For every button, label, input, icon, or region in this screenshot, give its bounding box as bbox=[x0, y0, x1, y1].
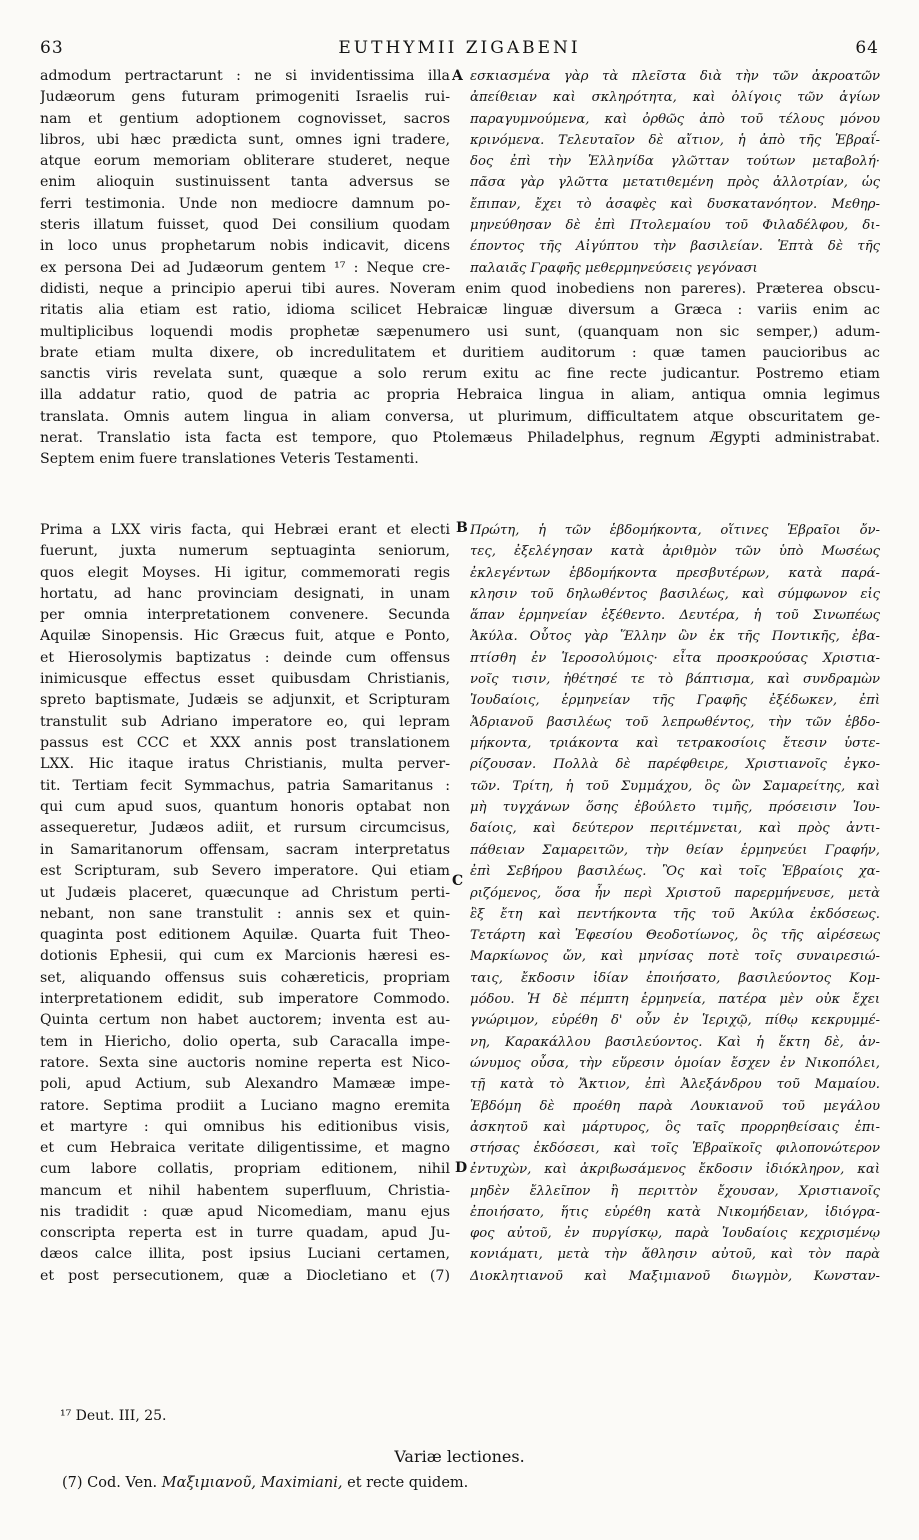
section-d-greek-column bbox=[470, 1138, 880, 1287]
text-line: translata. Omnis autem lingua in aliam conversa, ut plurimum, difficultatem atque obscuritatem ge- bbox=[40, 408, 880, 425]
text-line: ριζόμενος, ὅσα ἦν περὶ Χριστοῦ παρερμήνευσε, μετὰ bbox=[470, 885, 880, 901]
text-line: nebant, non sane transtulit : annis sex et quin- bbox=[40, 905, 450, 922]
text-line: inimicusque effectus esset quibusdam Christianis, bbox=[40, 671, 450, 688]
text-line: νη, Καρακάλλου βασιλεύοντος. Καὶ ἡ ἕκτη δὲ, ἀν- bbox=[470, 1034, 880, 1050]
text-line: μόδου. Ἡ δὲ πέμπτη ἑρμηνεία, πατέρα μὲν οὐκ ἔχει bbox=[470, 992, 880, 1008]
text-line: et Hierosolymis baptizatus : deinde cum offensus bbox=[40, 649, 450, 666]
section-marker-a: A bbox=[452, 68, 463, 84]
section-marker-c: C bbox=[452, 873, 464, 889]
text-line: passus est CCC et XXX annis post translationem bbox=[40, 734, 450, 751]
text-line: poli, apud Actium, sub Alexandro Mamææ impe- bbox=[40, 1076, 450, 1093]
section-b-latin-column bbox=[40, 520, 450, 839]
text-line: Μαρκίωνος ὤν, καὶ μηνίσας ποτὲ τοῖς συναιρεσιώ- bbox=[470, 949, 880, 965]
text-line: πᾶσα γὰρ γλῶττα μετατιθεμένη πρὸς ἀλλοτρίαν, ὡς bbox=[470, 175, 880, 191]
text-line: enim alioquin sustinuissent tanta adversus se bbox=[40, 174, 450, 191]
text-line: nam et gentium adoptionem cognovisset, sacros bbox=[40, 110, 450, 127]
text-line: hortatu, ad hanc provinciam designati, in unam bbox=[40, 585, 450, 602]
text-line: tem in Hiericho, dolio operta, sub Caracalla impe- bbox=[40, 1033, 450, 1050]
text-line: multiplicibus loquendi modis prophetæ sæpenumero usi sunt, (quanquam non sic semper,) adum- bbox=[40, 323, 880, 340]
text-line: κονιάματι, μετὰ τὴν ἄθλησιν αὐτοῦ, καὶ τὸν παρὰ bbox=[470, 1247, 880, 1263]
text-line: κρινόμενα. Τελευταῖον δὲ αἴτιον, ἡ ἀπὸ τῆς Ἑβραΐ- bbox=[470, 132, 880, 148]
text-line: admodum pertractarunt : ne si invidentissima illa bbox=[40, 68, 450, 84]
page-number-left: 63 bbox=[40, 38, 64, 58]
text-line: δος ἐπὶ τὴν Ἑλληνίδα γλῶτταν τούτων μεταβολή· bbox=[470, 154, 880, 170]
text-line: in loco unus prophetarum nobis indicavit, dicens bbox=[40, 238, 450, 255]
text-line: transtulit sub Adriano imperatore eo, qui lepram bbox=[40, 713, 450, 730]
text-line: cum labore collatis, propriam editionem, nihil bbox=[40, 1161, 450, 1178]
text-line: Ἰουδαίοις, ἑρμηνείαν τῆς Γραφῆς ἐξέδωκεν, ἐπὶ bbox=[470, 693, 880, 709]
text-line: ferri testimonia. Unde non mediocre damnum po- bbox=[40, 195, 450, 212]
text-line: ἐποιήσατο, ἥτις εὑρέθη κατὰ Νικομήδειαν, ἰδιόγρα- bbox=[470, 1204, 880, 1220]
text-line: τῶν. Τρίτη, ἡ τοῦ Συμμάχου, ὃς ὢν Σαμαρείτης, καὶ bbox=[470, 778, 880, 794]
text-line: Quinta certum non habet auctorem; inventa est au- bbox=[40, 1012, 450, 1029]
text-line: τῇ κατὰ τὸ Ἄκτιον, ἐπὶ Ἀλεξάνδρου τοῦ Μαμαίου. bbox=[470, 1077, 880, 1093]
text-line: ratore. Sexta sine auctoris nomine reperta est Nico- bbox=[40, 1054, 450, 1071]
footnote: ¹⁷ Deut. III, 25. bbox=[60, 1408, 167, 1424]
text-line: ἐντυχὼν, καὶ ἀκριβωσάμενος ἔκδοσιν ἰδιόκληρον, καὶ bbox=[470, 1162, 880, 1178]
text-line: dæos calce illita, post ipsius Luciani certamen, bbox=[40, 1246, 450, 1263]
page-number-right: 64 bbox=[855, 38, 879, 58]
text-line: nis tradidit : quæ apud Nicomediam, manu ejus bbox=[40, 1203, 450, 1220]
text-line: spreto baptismate, Judæis se adjunxit, et Scripturam bbox=[40, 692, 450, 709]
text-line: Ἀδριανοῦ βασιλέως τοῦ λεπρωθέντος, τὴν τῶν ἑβδο- bbox=[470, 714, 880, 730]
text-line: φος αὐτοῦ, ἐν πυργίσκῳ, παρὰ Ἰουδαίοις κεχρισμένῳ bbox=[470, 1226, 880, 1242]
text-line: εσκιασμένα γὰρ τὰ πλεῖστα διὰ τὴν τῶν ἀκροατῶν bbox=[470, 69, 880, 84]
text-line: in Samaritanorum offensam, sacram interpretatus bbox=[40, 842, 450, 858]
text-line: conscripta reperta est in turre quadam, apud Ju- bbox=[40, 1225, 450, 1242]
text-line: πτίσθη ἐν Ἱεροσολύμοις· εἶτα προσκρούσας Χριστια- bbox=[470, 650, 880, 666]
text-line: Prima a LXX viris facta, qui Hebræi erant et electi bbox=[40, 522, 450, 538]
section-c-greek-column bbox=[470, 840, 880, 1138]
section-c-latin-column bbox=[40, 840, 450, 1138]
text-line: ἀπείθειαν καὶ σκληρότητα, καὶ ὀλίγοις τῶν ἁγίων bbox=[470, 90, 880, 106]
text-line: Judæorum gens futuram primogeniti Israelis rui- bbox=[40, 89, 450, 106]
text-line: μηδὲν ἔλλεῖπον ἢ περιττὸν ἔχουσαν, Χριστιανοῖς bbox=[470, 1183, 880, 1199]
running-header bbox=[40, 38, 879, 62]
variant-greek: Μαξιμιανοῦ, bbox=[161, 1475, 256, 1491]
text-line: ρίζουσαν. Πολλὰ δὲ παρέφθειρε, Χριστιανοῖς ἐγκο- bbox=[470, 757, 880, 773]
text-line: ἐκλεγέντων ἑβδομήκοντα πρεσβυτέρων, κατὰ παρά- bbox=[470, 565, 880, 581]
text-line: dotionis Ephesii, qui cum ex Marcionis hæresi es- bbox=[40, 948, 450, 965]
text-line: et cum Hebraica veritate diligentissime, et magno bbox=[40, 1140, 450, 1156]
section-d-latin-column bbox=[40, 1138, 450, 1287]
section-a-latin-column bbox=[40, 66, 450, 279]
text-line: δαίοις, καὶ δεύτερον περιτέμνεται, καὶ πρὸς ἀντι- bbox=[470, 821, 880, 837]
text-line: μήκοντα, τριάκοντα καὶ τετρακοσίοις ἔτεσιν ὑστε- bbox=[470, 735, 880, 751]
text-line: illa addatur ratio, quod de patria ac propria Hebraica lingua in aliam, antiqua omnia legimus bbox=[40, 387, 880, 404]
text-line: assequeretur, Judæos adiit, et rursum circumcisus, bbox=[40, 820, 450, 837]
text-line: παραγυμνούμενα, καὶ ὀρθῶς ἀπὸ τοῦ τέλους μόνου bbox=[470, 111, 880, 127]
text-line: τες, ἐξελέγησαν κατὰ ἀριθμὸν τῶν ὑπὸ Μωσέως bbox=[470, 544, 880, 560]
text-line: ut Judæis placeret, quæcunque ad Christum perti- bbox=[40, 884, 450, 901]
text-line: libros, ubi hæc prædicta sunt, omnes igni tradere, bbox=[40, 131, 450, 148]
text-line: ratore. Septima prodiit a Luciano magno eremita bbox=[40, 1097, 450, 1114]
section-marker-b: B bbox=[456, 520, 468, 536]
variant-comment: et recte quidem. bbox=[347, 1475, 469, 1491]
text-line: ἓξ ἔτη καὶ πεντήκοντα τῆς τοῦ Ἀκύλα ἐκδόσεως. bbox=[470, 906, 880, 922]
text-line: Πρώτη, ἡ τῶν ἑβδομήκοντα, οἵτινες Ἑβραῖοι ὄν- bbox=[470, 523, 880, 538]
text-line: μηνεύθησαν δὲ ἐπὶ Πτολεμαίου τοῦ Φιλαδέλφου, δι- bbox=[470, 218, 880, 234]
variant-latin: Maximiani, bbox=[260, 1475, 343, 1491]
text-line: interpretationem edidit, sub imperatore Commodo. bbox=[40, 991, 450, 1008]
text-line: Ἀκύλα. Οὗτος γὰρ Ἕλλην ὢν ἐκ τῆς Ποντικῆς, ἐβα- bbox=[470, 629, 880, 645]
text-line: μὴ τυγχάνων ὅσης ἐβούλετο τιμῆς, πρόσεισιν Ἰου- bbox=[470, 799, 880, 815]
text-line: et post persecutionem, quæ a Diocletiano et (7) bbox=[40, 1267, 450, 1284]
section-marker-d: D bbox=[455, 1160, 468, 1176]
section-a-greek-column bbox=[470, 66, 880, 279]
text-line: didisti, neque a principio aperui tibi aures. Noveram enim quod inobediens non pareres). Præterea obscu- bbox=[40, 281, 880, 297]
text-line: sanctis viris revelata sunt, quæque a solo rerum exitu ac fine recte judicantur. Postremo etiam bbox=[40, 366, 880, 383]
text-line: γνώριμον, εὑρέθη δ' οὖν ἐν Ἱεριχῷ, πίθῳ κεκρυμμέ- bbox=[470, 1013, 880, 1029]
text-line: παλαιᾶς Γραφῆς μεθερμηνεύσεις γεγόνασι bbox=[470, 260, 758, 276]
text-line: ἔπιπαν, ἔχει τὸ ἀσαφὲς καὶ δυσκατανόητον. Μεθηρ- bbox=[470, 196, 880, 212]
text-line: mancum et nihil habentem superfluum, Christia- bbox=[40, 1182, 450, 1199]
text-line: πάθειαν Σαμαρειτῶν, τὴν θείαν ἑρμηνεύει Γραφήν, bbox=[470, 843, 880, 858]
text-line: LXX. Hic itaque iratus Christianis, multa perver- bbox=[40, 756, 450, 773]
section-b-greek-column bbox=[470, 520, 880, 839]
text-line: έποντος τῆς Αἰγύπτου τὴν βασιλείαν. Ἑπτὰ δὲ τῆς bbox=[470, 239, 880, 255]
text-line: quos elegit Moyses. Hi igitur, commemorati regis bbox=[40, 564, 450, 581]
text-line: brate etiam multa dixere, ob incredulitatem et duritiem auditorum : quæ tamen paucioribus ac bbox=[40, 344, 880, 361]
text-line: στήσας ἐκδόσεσι, καὶ τοῖς Ἑβραϊκοῖς φιλοπονώτερον bbox=[470, 1141, 880, 1156]
text-line: qui cum apud suos, quantum honoris optabat non bbox=[40, 798, 450, 815]
text-line: Διοκλητιανοῦ καὶ Μαξιμιανοῦ διωγμὸν, Κωνσταν- bbox=[470, 1268, 880, 1284]
text-line: Τετάρτη καὶ Ἐφεσίου Θεοδοτίωνος, ὃς τῆς αἱρέσεως bbox=[470, 928, 880, 944]
text-line: nerat. Translatio ista facta est tempore, quo Ptolemæus Philadelphus, regnum Ægypti administrabat. bbox=[40, 430, 880, 447]
text-line: νοῖς τισιν, ἠθέτησέ τε τὸ βάπτισμα, καὶ συνδραμὼν bbox=[470, 672, 880, 688]
variae-lectiones-heading: Variæ lectiones. bbox=[394, 1447, 525, 1466]
text-line: ταις, ἔκδοσιν ἰδίαν ἐποιήσατο, βασιλεύοντος Κομ- bbox=[470, 970, 880, 986]
text-line: ώνυμος οὖσα, τὴν εὕρεσιν ὁμοίαν ἔσχεν ἐν Νικοπόλει, bbox=[470, 1055, 880, 1071]
text-line: ἅπαν ἑρμηνείαν ἐξέθεντο. Δευτέρα, ἡ τοῦ Σινωπέως bbox=[470, 608, 880, 624]
text-line: ritatis alia etiam est ratio, idioma scilicet Hebraicæ linguæ diversum a Græca : variis enim ac bbox=[40, 302, 880, 319]
text-line: ἀσκητοῦ καὶ μάρτυρος, ὃς ταῖς προρρηθείσαις ἐπι- bbox=[470, 1119, 880, 1135]
text-line: atque eorum memoriam obliterare studeret, neque bbox=[40, 153, 450, 170]
text-line: ἐπὶ Σεβήρου βασιλέως. Ὃς καὶ τοῖς Ἑβραίοις χα- bbox=[470, 864, 880, 880]
text-line: est Scripturam, sub Severo imperatore. Qui etiam bbox=[40, 863, 450, 880]
text-line: fuerunt, juxta numerum septuaginta seniorum, bbox=[40, 543, 450, 560]
variant-reference: (7) Cod. Ven. bbox=[62, 1475, 158, 1491]
text-line: κλησιν τοῦ δηλωθέντος βασιλέως, καὶ σύμφωνον εἰς bbox=[470, 586, 880, 602]
text-line: Ἑβδόμη δὲ προέθη παρὰ Λουκιανοῦ τοῦ μεγάλου bbox=[470, 1098, 880, 1114]
text-line: et martyre : qui omnibus his editionibus visis, bbox=[40, 1118, 450, 1135]
text-line: tit. Tertiam fecit Symmachus, patria Samaritanus : bbox=[40, 777, 450, 794]
running-title: EUTHYMII ZIGABENI bbox=[338, 38, 581, 58]
text-line: quaginta post editionem Aquilæ. Quarta fuit Theo- bbox=[40, 927, 450, 944]
text-line: Septem enim fuere translationes Veteris Testamenti. bbox=[40, 451, 419, 468]
text-line: steris illatum fuisset, quod Dei consilium quodam bbox=[40, 217, 450, 234]
variant-reading-line bbox=[62, 1475, 468, 1491]
section-a-full-width-text bbox=[40, 279, 880, 471]
text-line: ex persona Dei ad Judæorum gentem ¹⁷ : Neque cre- bbox=[40, 259, 450, 276]
text-line: Aquilæ Sinopensis. Hic Græcus fuit, atque e Ponto, bbox=[40, 628, 450, 645]
text-line: set, aliquando offensus suis cohæreticis, propriam bbox=[40, 969, 450, 986]
text-line: per omnia interpretationem convenere. Secunda bbox=[40, 607, 450, 624]
